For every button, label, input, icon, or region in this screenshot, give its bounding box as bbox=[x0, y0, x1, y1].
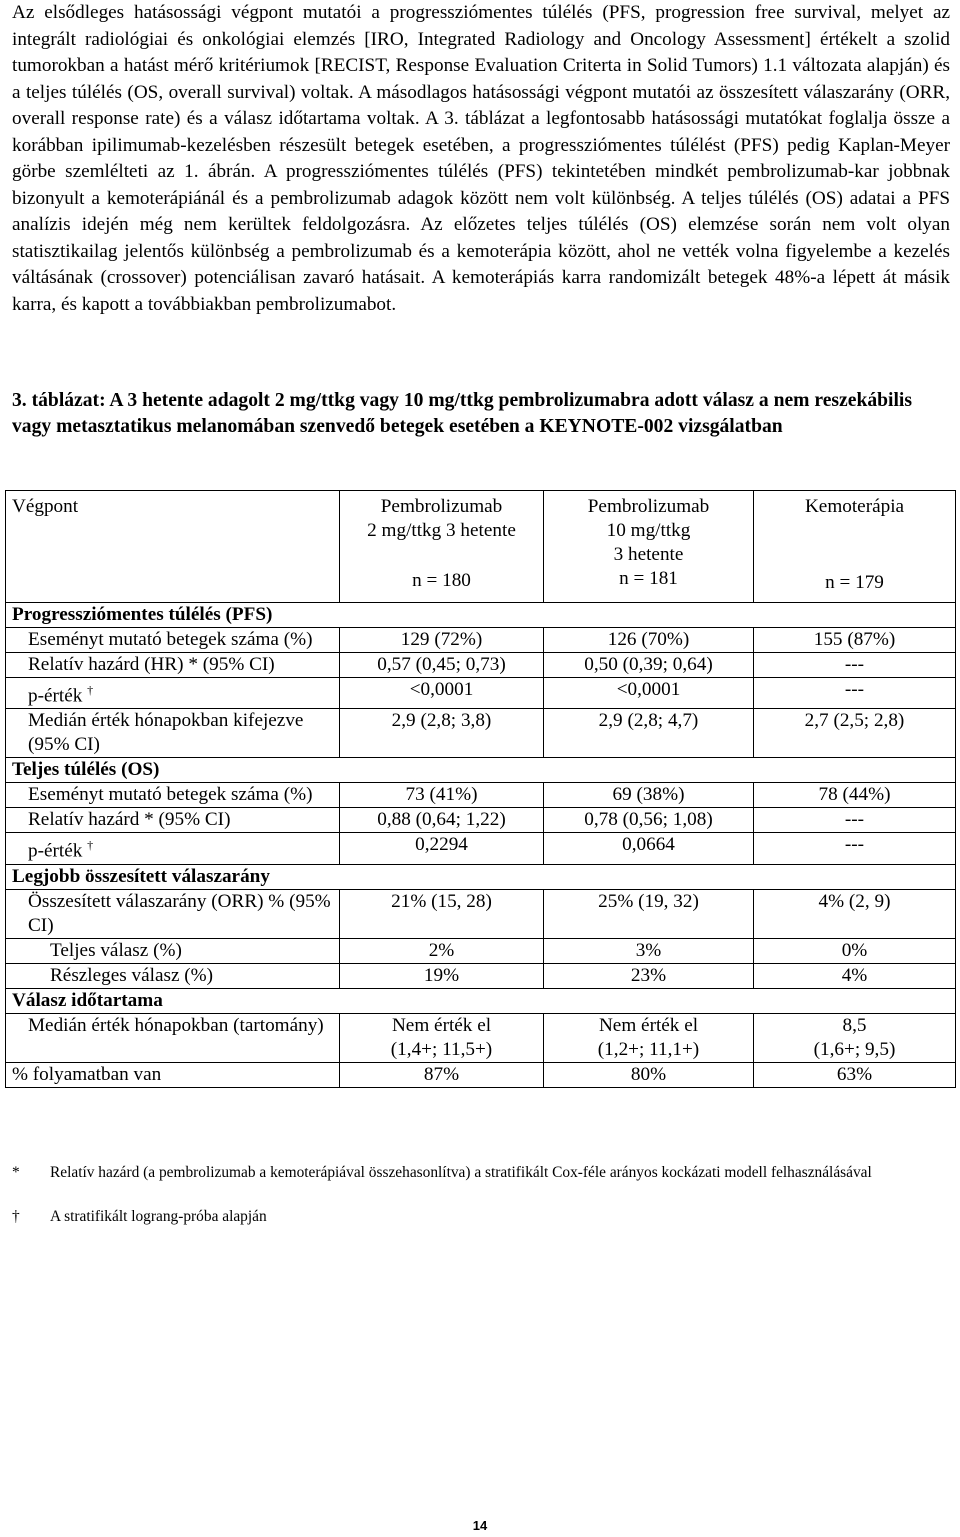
section-title-orr: Legjobb összesített válaszarány bbox=[6, 864, 956, 889]
cell-pembro-10mg: 0,0664 bbox=[544, 833, 754, 864]
cell-pembro-2mg: 0,57 (0,45; 0,73) bbox=[340, 653, 544, 678]
table-row bbox=[6, 1013, 956, 1062]
row-label: Medián érték hónapokban kifejezve (95% CI) bbox=[6, 709, 340, 758]
table-row bbox=[6, 628, 956, 653]
row-label bbox=[6, 678, 340, 709]
cell-pembro-2mg: 0,2294 bbox=[340, 833, 544, 864]
cell-pembro-10mg: 3% bbox=[544, 938, 754, 963]
row-label: Összesített válaszarány (ORR) % (95% CI) bbox=[6, 889, 340, 938]
cell-pembro-10mg: 80% bbox=[544, 1062, 754, 1087]
cell-pembro-2mg: 2% bbox=[340, 938, 544, 963]
table-row bbox=[6, 1062, 956, 1087]
section-title-os: Teljes túlélés (OS) bbox=[6, 758, 956, 783]
section-row-os bbox=[6, 758, 956, 783]
section-row-orr bbox=[6, 864, 956, 889]
dagger-mark: † bbox=[87, 683, 94, 697]
cell-pembro-2mg: 87% bbox=[340, 1062, 544, 1087]
cell-chemo bbox=[754, 1013, 956, 1062]
row-label: Eseményt mutató betegek száma (%) bbox=[6, 628, 340, 653]
table-row bbox=[6, 783, 956, 808]
footnote-mark: † bbox=[12, 1208, 20, 1225]
cell-chemo: --- bbox=[754, 653, 956, 678]
row-label: Relatív hazárd (HR) * (95% CI) bbox=[6, 653, 340, 678]
cell-line2: (1,2+; 11,1+) bbox=[597, 1038, 700, 1060]
table-row bbox=[6, 938, 956, 963]
cell-chemo: 155 (87%) bbox=[754, 628, 956, 653]
cell-pembro-10mg: 25% (19, 32) bbox=[544, 889, 754, 938]
table-row bbox=[6, 709, 956, 758]
header-pembro-10mg-line2: 10 mg/ttkg bbox=[606, 520, 691, 541]
cell-pembro-2mg: 2,9 (2,8; 3,8) bbox=[340, 709, 544, 758]
cell-pembro-10mg bbox=[544, 1013, 754, 1062]
table-caption: 3. táblázat: A 3 hetente adagolt 2 mg/ttkg vagy 10 mg/ttkg pembrolizumabra adott válasz a nem reszekábilis vagy metasztatikus melanomában szenvedő betegek esetében a KEYNOTE-002 vizsgálatban bbox=[12, 390, 912, 437]
footnote-mark: * bbox=[12, 1164, 20, 1181]
cell-pembro-10mg: 0,78 (0,56; 1,08) bbox=[544, 808, 754, 833]
cell-chemo: 78 (44%) bbox=[754, 783, 956, 808]
cell-chemo: 63% bbox=[754, 1062, 956, 1087]
cell-pembro-2mg: 21% (15, 28) bbox=[340, 889, 544, 938]
cell-line2: (1,4+; 11,5+) bbox=[390, 1038, 493, 1060]
table-row bbox=[6, 653, 956, 678]
header-pembro-10mg-line1: Pembrolizumab bbox=[587, 496, 710, 517]
dagger-mark: † bbox=[87, 838, 94, 853]
table-row bbox=[6, 833, 956, 864]
header-chemo bbox=[754, 491, 956, 603]
footnote-text: Relatív hazárd (a pembrolizumab a kemoterápiával összehasonlítva) a stratifikált Cox-féle arányos kockázati modell felhasználásával bbox=[50, 1164, 872, 1181]
cell-pembro-10mg: 23% bbox=[544, 963, 754, 988]
cell-chemo: --- bbox=[754, 833, 956, 864]
header-pembro-2mg-n: n = 180 bbox=[412, 570, 471, 591]
header-endpoint-label: Végpont bbox=[12, 496, 79, 517]
section-title-duration: Válasz időtartama bbox=[6, 988, 956, 1013]
intro-paragraph: Az elsődleges hatásossági végpont mutatói a progressziómentes túlélés (PFS, progression free survival, melyet az integrált radiológiai és onkológiai elemzés [IRO, Integrated Radiology and Oncology Assessment] értékelt a szolid tumorokban a hatást mérő kritériumok [RECIST, Response Evaluation Criterta in Solid Tumors) 1.1 változata alapján) és a teljes túlélés (OS, overall survival) voltak. A másodlagos hatásossági végpont mutatói az összesített válaszarány (ORR, overall response rate) és a válasz időtartama voltak. A 3. táblázat a legfontosabb hatásossági mutatókat foglalja össze a korábban ipilimumab-kezelésben részesült betegek esetében, a progressziómentes túlélést (PFS) pedig Kaplan-Meyer görbe szemlélteti az 1. ábrán. A progressziómentes túlélés (PFS) tekintetében mindkét pembrolizumab-kar jobbnak bizonyult a kemoterápiánál és a pembrolizumab adagok között nem volt különbség. A teljes túlélés (OS) adatai a PFS analízis idején még nem kerültek feldolgozásra. Az előzetes teljes túlélés (OS) elemzése során nem volt olyan statisztikailag jelentős különbség a pembrolizumab és a kemoterápia között, ahol ne vették volna figyelembe a kezelés váltásának (crossover) potenciálisan zavaró hatásait. A kemoterápiás karra randomizált betegek 48%-a lépett át másik karra, és kapott a továbbiakban pembrolizumabot. bbox=[12, 2, 950, 315]
cell-chemo: 2,7 (2,5; 2,8) bbox=[754, 709, 956, 758]
cell-line1: Nem érték el bbox=[598, 1014, 699, 1036]
table-row bbox=[6, 889, 956, 938]
cell-chemo: --- bbox=[754, 808, 956, 833]
row-label: Részleges válasz (%) bbox=[6, 963, 340, 988]
row-label-text: p-érték bbox=[28, 840, 83, 862]
cell-chemo: 4% (2, 9) bbox=[754, 889, 956, 938]
cell-pembro-2mg: 0,88 (0,64; 1,22) bbox=[340, 808, 544, 833]
cell-chemo: --- bbox=[754, 678, 956, 709]
cell-pembro-10mg: 69 (38%) bbox=[544, 783, 754, 808]
cell-pembro-2mg: 73 (41%) bbox=[340, 783, 544, 808]
cell-pembro-10mg: 0,50 (0,39; 0,64) bbox=[544, 653, 754, 678]
cell-pembro-2mg: <0,0001 bbox=[340, 678, 544, 709]
header-pembro-2mg-line2: 2 mg/ttkg 3 hetente bbox=[367, 520, 516, 541]
cell-line1: Nem érték el bbox=[391, 1014, 492, 1036]
header-chemo-line1: Kemoterápia bbox=[804, 496, 905, 517]
header-pembro-2mg bbox=[340, 491, 544, 603]
cell-pembro-2mg: 129 (72%) bbox=[340, 628, 544, 653]
table-row bbox=[6, 808, 956, 833]
header-pembro-10mg bbox=[544, 491, 754, 603]
table-row bbox=[6, 963, 956, 988]
header-endpoint bbox=[6, 491, 340, 603]
cell-pembro-2mg: 19% bbox=[340, 963, 544, 988]
header-pembro-10mg-n: n = 181 bbox=[619, 568, 678, 589]
cell-pembro-10mg: 126 (70%) bbox=[544, 628, 754, 653]
row-label: Medián érték hónapokban (tartomány) bbox=[6, 1013, 340, 1062]
row-label: Relatív hazárd * (95% CI) bbox=[6, 808, 340, 833]
cell-chemo: 0% bbox=[754, 938, 956, 963]
row-label: Eseményt mutató betegek száma (%) bbox=[6, 783, 340, 808]
section-row-duration bbox=[6, 988, 956, 1013]
cell-line1: 8,5 bbox=[842, 1014, 867, 1036]
row-label: Teljes válasz (%) bbox=[6, 938, 340, 963]
header-pembro-2mg-line1: Pembrolizumab bbox=[380, 496, 503, 517]
header-pembro-10mg-line3: 3 hetente bbox=[613, 544, 684, 565]
row-label-text: p-érték bbox=[28, 685, 83, 707]
header-chemo-n: n = 179 bbox=[825, 572, 884, 593]
cell-chemo: 4% bbox=[754, 963, 956, 988]
cell-pembro-2mg bbox=[340, 1013, 544, 1062]
table-header-row bbox=[6, 491, 956, 603]
section-title-pfs: Progressziómentes túlélés (PFS) bbox=[6, 603, 956, 628]
row-label: % folyamatban van bbox=[6, 1062, 340, 1087]
cell-pembro-10mg: <0,0001 bbox=[544, 678, 754, 709]
cell-line2: (1,6+; 9,5) bbox=[813, 1038, 896, 1060]
row-label bbox=[6, 833, 340, 864]
section-row-pfs bbox=[6, 603, 956, 628]
table-row bbox=[6, 678, 956, 709]
results-table bbox=[5, 490, 956, 1088]
page-number: 14 bbox=[472, 1518, 488, 1533]
cell-pembro-10mg: 2,9 (2,8; 4,7) bbox=[544, 709, 754, 758]
footnote-text: A stratifikált lograng-próba alapján bbox=[50, 1208, 267, 1225]
